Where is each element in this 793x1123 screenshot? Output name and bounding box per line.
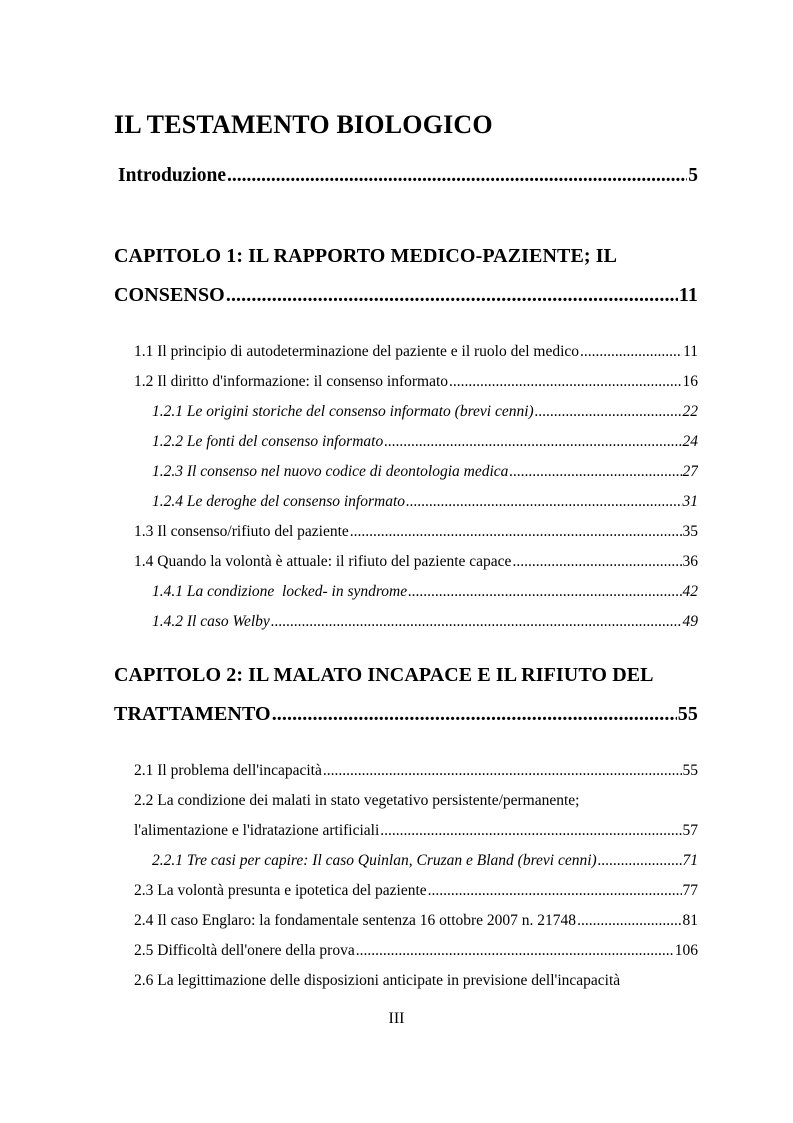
toc-leader-dots [271, 613, 682, 631]
toc-entry-1-3[interactable] [134, 523, 698, 541]
toc-entry-label: CONSENSO [114, 284, 225, 306]
toc-entry-1-4-2[interactable] [152, 613, 698, 631]
toc-entry-label: 1.1 Il principio di autodeterminazione del paziente e il ruolo del medico [134, 343, 580, 360]
toc-page-number: 22 [682, 403, 698, 420]
toc-leader-dots [408, 583, 681, 601]
toc-entry-label: 2.2.1 Tre casi per capire: Il caso Quinlan, Cruzan e Bland (brevi cenni) [152, 852, 597, 869]
toc-entry-2-2[interactable]: 2.2 La condizione dei malati in stato vegetativo persistente/permanente; [134, 792, 580, 809]
toc-page-number: 5 [688, 165, 698, 186]
toc-leader-dots [380, 822, 681, 840]
toc-entry-2-4[interactable] [134, 912, 698, 930]
toc-entry-label: 1.2.1 Le origini storiche del consenso informato (brevi cenni) [152, 403, 534, 420]
toc-entry-label: 1.2.2 Le fonti del consenso informato [152, 433, 384, 450]
document-title: IL TESTAMENTO BIOLOGICO [114, 110, 493, 139]
toc-leader-dots [356, 942, 674, 960]
page-number: III [388, 1010, 405, 1027]
toc-leader-dots [512, 553, 681, 571]
toc-entry-label: 1.2.3 Il consenso nel nuovo codice di deontologia medica [152, 463, 509, 480]
toc-leader-dots [509, 463, 681, 481]
toc-page-number: 49 [682, 613, 698, 630]
toc-entry-1-4-1[interactable] [152, 583, 698, 601]
toc-page-number: 42 [682, 583, 698, 600]
toc-entry-2-3[interactable] [134, 882, 698, 900]
toc-entry-2-5[interactable] [134, 942, 698, 960]
toc-page-number: 27 [682, 463, 698, 480]
toc-leader-dots [323, 762, 682, 780]
chapter-2-heading-line2[interactable] [114, 703, 698, 726]
toc-page-number: 11 [678, 284, 698, 306]
toc-page-number: 24 [682, 433, 698, 450]
toc-leader-dots [227, 165, 687, 187]
toc-leader-dots [535, 403, 682, 421]
toc-entry-2-6[interactable]: 2.6 La legittimazione delle disposizioni anticipate in previsione dell'incapacità [134, 972, 621, 989]
toc-entry-label: TRATTAMENTO [114, 703, 271, 725]
toc-leader-dots [428, 882, 682, 900]
toc-entry-2-2-cont[interactable] [134, 822, 698, 840]
toc-leader-dots [272, 703, 677, 726]
toc-entry-2-1[interactable] [134, 762, 698, 780]
toc-page-number: 55 [682, 762, 698, 779]
toc-page-number: 35 [682, 523, 698, 540]
toc-entry-2-2-1[interactable] [152, 852, 698, 870]
toc-page-number: 55 [677, 703, 698, 725]
toc-leader-dots [406, 493, 682, 511]
toc-leader-dots [226, 284, 678, 307]
toc-entry-label: 2.5 Difficoltà dell'onere della prova [134, 942, 355, 959]
chapter-1-heading[interactable]: CAPITOLO 1: IL RAPPORTO MEDICO-PAZIENTE; IL [114, 245, 618, 267]
toc-entry-label: 1.4.1 La condizione locked- in syndrome [152, 583, 408, 600]
toc-entry-1-2[interactable] [134, 373, 698, 391]
toc-entry-1-2-3[interactable] [152, 463, 698, 481]
toc-entry-label: 1.4.2 Il caso Welby [152, 613, 270, 630]
toc-entry-label: 2.4 Il caso Englaro: la fondamentale sentenza 16 ottobre 2007 n. 21748 [134, 912, 577, 929]
toc-entry-label: Introduzione [118, 165, 226, 186]
toc-page-number: 36 [682, 553, 698, 570]
toc-page-number: 11 [683, 343, 698, 360]
chapter-2-heading[interactable]: CAPITOLO 2: IL MALATO INCAPACE E IL RIFIUTO DEL [114, 664, 654, 686]
toc-leader-dots [577, 912, 681, 930]
toc-leader-dots [384, 433, 681, 451]
toc-entry-1-2-1[interactable] [152, 403, 698, 421]
toc-introduction[interactable] [118, 165, 698, 187]
toc-entry-label: 1.2.4 Le deroghe del consenso informato [152, 493, 405, 510]
toc-entry-label: l'alimentazione e l'idratazione artificiali [134, 822, 380, 839]
toc-entry-1-4[interactable] [134, 553, 698, 571]
toc-entry-1-2-4[interactable] [152, 493, 698, 511]
toc-page-number: 31 [682, 493, 698, 510]
toc-page-number: 57 [682, 822, 698, 839]
toc-leader-dots [580, 343, 682, 361]
toc-leader-dots [350, 523, 682, 541]
toc-entry-1-2-2[interactable] [152, 433, 698, 451]
toc-entry-label: 2.3 La volontà presunta e ipotetica del paziente [134, 882, 427, 899]
toc-leader-dots [598, 852, 682, 870]
toc-page-number: 81 [682, 912, 698, 929]
toc-entry-1-1[interactable] [134, 343, 698, 361]
toc-entry-label: 2.1 Il problema dell'incapacità [134, 762, 322, 779]
chapter-1-heading-line2[interactable] [114, 284, 698, 307]
toc-page-number: 106 [674, 942, 698, 959]
toc-page-number: 16 [682, 373, 698, 390]
toc-page-number: 77 [682, 882, 698, 899]
toc-entry-label: 1.2 Il diritto d'informazione: il consenso informato [134, 373, 449, 390]
toc-page-number: 71 [682, 852, 698, 869]
toc-entry-label: 1.3 Il consenso/rifiuto del paziente [134, 523, 349, 540]
toc-entry-label: 1.4 Quando la volontà è attuale: il rifiuto del paziente capace [134, 553, 512, 570]
toc-leader-dots [449, 373, 681, 391]
